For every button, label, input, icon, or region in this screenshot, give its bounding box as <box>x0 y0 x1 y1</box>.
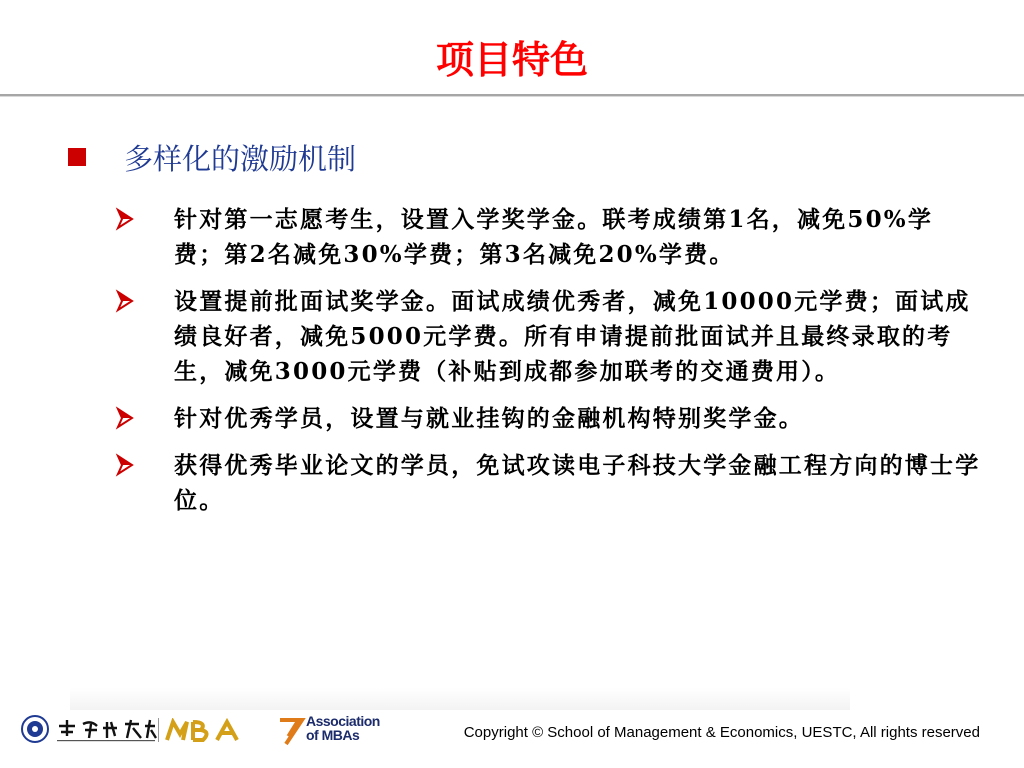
university-name-logo <box>55 716 157 744</box>
amba-wordmark <box>306 714 380 742</box>
arrow-bullet-icon <box>112 405 138 431</box>
list-item-text: 获得优秀毕业论文的学员，免试攻读电子科技大学金融工程方向的博士学位。 <box>174 452 981 514</box>
list-item <box>112 202 982 272</box>
arrow-bullet-icon <box>112 288 138 314</box>
title-divider-shadow <box>0 96 1024 97</box>
list-item <box>112 448 982 518</box>
logo-divider <box>158 718 159 742</box>
footer-band <box>70 688 850 710</box>
list-item-text: 针对第一志愿考生，设置入学奖学金。联考成绩第1名，减免50%学费；第2名减免30%学费；第3名减免20%学费。 <box>174 206 934 268</box>
amba-line-1: Association <box>306 713 380 729</box>
list-item <box>112 284 982 389</box>
square-bullet-icon <box>68 148 86 166</box>
list-item <box>112 401 982 436</box>
sub-bullet-list <box>112 202 982 530</box>
list-item-text: 设置提前批面试奖学金。面试成绩优秀者，减免10000元学费；面试成绩良好者，减免5000元学费。所有申请提前批面试并且最终录取的考生，减免3000元学费（补贴到成都参加联考的交通费用）。 <box>174 288 971 385</box>
amba-line-2: of MBAs <box>306 727 360 743</box>
copyright-notice: Copyright © School of Management & Economics, UESTC, All rights reserved <box>463 724 980 741</box>
arrow-bullet-icon <box>112 206 138 232</box>
arrow-bullet-icon <box>112 452 138 478</box>
main-heading: 多样化的激励机制 <box>124 142 357 176</box>
slide-title: 项目特色 <box>435 38 588 82</box>
mba-logo <box>163 718 249 744</box>
uestc-emblem-icon <box>20 714 50 744</box>
list-item-text: 针对优秀学员，设置与就业挂钩的金融机构特别奖学金。 <box>174 405 804 432</box>
